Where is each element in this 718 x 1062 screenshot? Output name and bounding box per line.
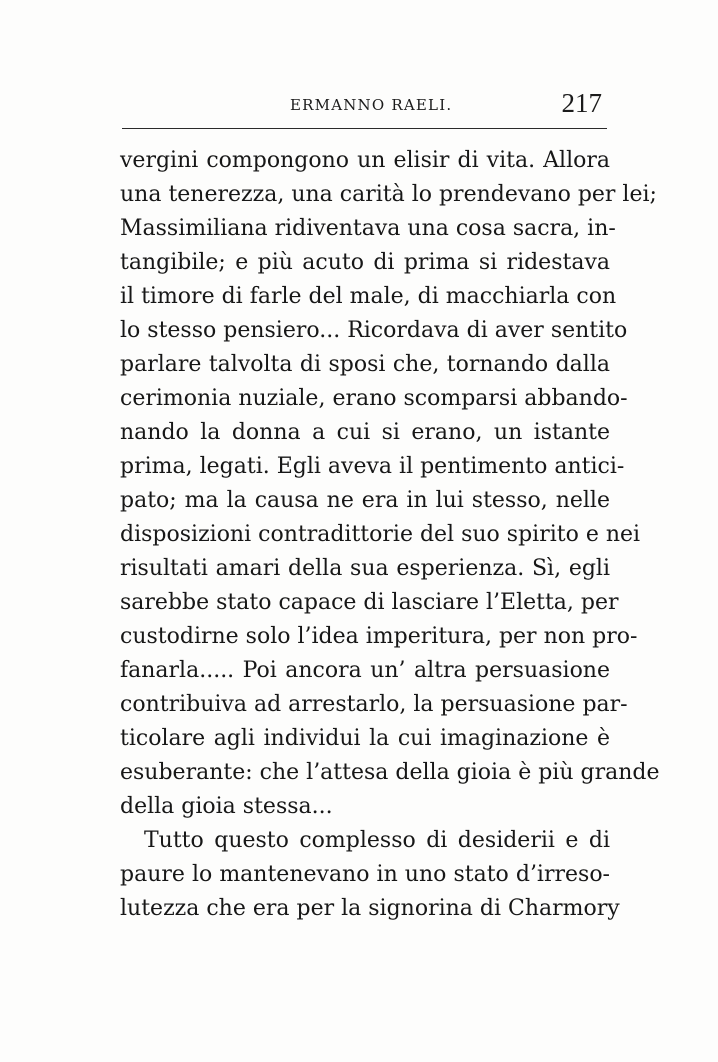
text-line: cerimonia nuziale, erano scomparsi abbando-	[120, 386, 628, 411]
text-line: risultati amari della sua esperienza. Sì, egli	[120, 556, 610, 581]
text-line: paure lo mantenevano in uno stato d’irreso-	[120, 862, 610, 887]
page-header	[122, 88, 612, 124]
text-line: una tenerezza, una carità lo prendevano per lei;	[120, 182, 657, 207]
page-number: 217	[561, 88, 602, 118]
text-line: il timore di farle del male, di macchiarla con	[120, 284, 617, 309]
text-line: vergini compongono un elisir di vita. Allora	[120, 148, 610, 173]
running-head: ERMANNO RAELI.	[290, 96, 453, 114]
text-line: lutezza che era per la signorina di Charmory	[120, 896, 620, 921]
text-line: contribuiva ad arrestarlo, la persuasione par-	[120, 692, 628, 717]
text-line: tangibile; e più acuto di prima si ridestava	[120, 250, 610, 275]
text-line: prima, legati. Egli aveva il pentimento antici-	[120, 454, 625, 479]
text-line: custodirne solo l’idea imperitura, per non pro-	[120, 624, 638, 649]
text-line: sarebbe stato capace di lasciare l’Eletta, per	[120, 590, 619, 615]
text-line: fanarla..... Poi ancora un’ altra persuasione	[120, 658, 610, 683]
text-line: disposizioni contradittorie del suo spirito e nei	[120, 522, 641, 547]
text-line: esuberante: che l’attesa della gioia è più grande	[120, 760, 660, 785]
text-line: lo stesso pensiero... Ricordava di aver sentito	[120, 318, 628, 343]
text-line: della gioia stessa...	[120, 794, 333, 819]
text-line: ticolare agli individui la cui imaginazione è	[120, 726, 610, 751]
text-line: nando la donna a cui si erano, un istante	[120, 420, 610, 445]
header-rule	[122, 128, 607, 129]
text-line: Tutto questo complesso di desiderii e di	[144, 828, 610, 853]
text-line: pato; ma la causa ne era in lui stesso, nelle	[120, 488, 610, 513]
text-line: parlare talvolta di sposi che, tornando dalla	[120, 352, 610, 377]
text-line: Massimiliana ridiventava una cosa sacra, in-	[120, 216, 616, 241]
